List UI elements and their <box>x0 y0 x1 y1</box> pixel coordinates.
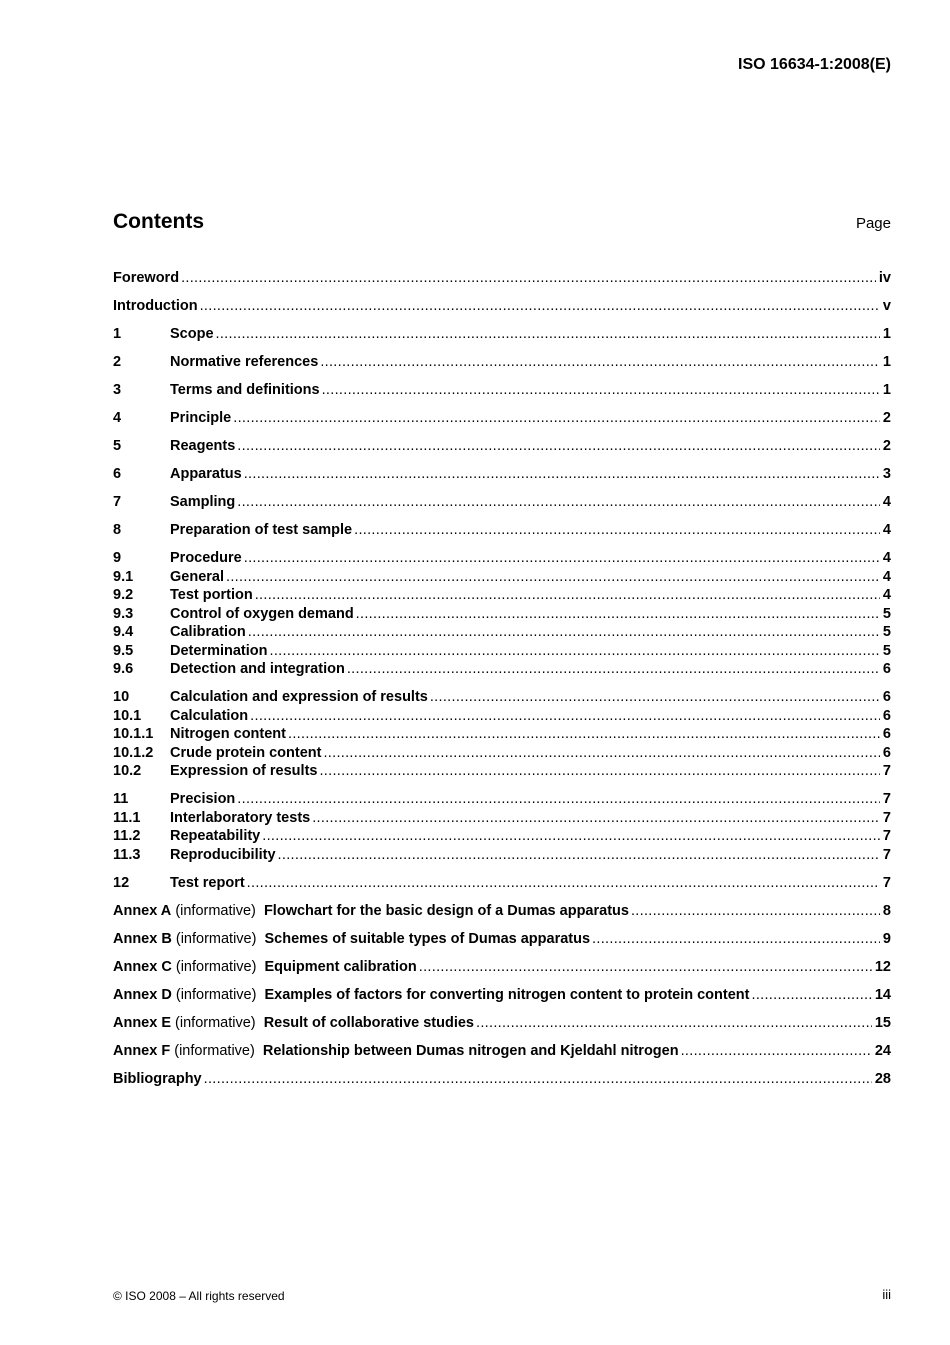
toc-page: 2 <box>882 438 891 454</box>
toc-entry[interactable] <box>113 707 891 726</box>
toc-number: 11.1 <box>113 809 141 826</box>
toc-page: 7 <box>882 809 891 826</box>
toc-number: 3 <box>113 382 122 398</box>
toc-title: Terms and definitions <box>170 382 320 398</box>
toc-entry[interactable] <box>113 465 891 484</box>
toc-page: 7 <box>882 763 891 779</box>
toc-entry[interactable] <box>113 605 891 624</box>
toc-title: Reagents <box>170 438 236 454</box>
annex-type: (informative) <box>175 930 257 947</box>
toc-number: 9.6 <box>113 661 134 677</box>
toc-number: 5 <box>113 438 122 454</box>
toc-leader-dots <box>204 1070 872 1089</box>
toc-entry[interactable] <box>113 493 891 512</box>
annex-label: Annex F <box>113 1042 171 1059</box>
toc-leader-dots <box>356 605 880 624</box>
toc-leader-dots <box>419 958 872 977</box>
toc-entry[interactable] <box>113 762 891 781</box>
toc-entry-foreword[interactable] <box>113 269 891 288</box>
toc-page: 24 <box>874 1042 891 1059</box>
toc-entry[interactable] <box>113 549 891 568</box>
toc-annex-entry[interactable] <box>113 986 891 1005</box>
toc-entry[interactable] <box>113 623 891 642</box>
toc-page: 7 <box>882 791 891 807</box>
toc-number: 1 <box>113 326 122 342</box>
toc-number: 8 <box>113 522 122 538</box>
toc-page: 8 <box>882 902 891 919</box>
toc-leader-dots <box>250 707 880 726</box>
toc-page: 14 <box>874 986 891 1003</box>
contents-heading: Contents <box>113 210 204 233</box>
toc-number: 9.4 <box>113 624 134 640</box>
toc-page: 4 <box>882 550 891 566</box>
toc-leader-dots <box>237 790 880 809</box>
toc-entry[interactable] <box>113 827 891 846</box>
toc-leader-dots <box>323 744 879 763</box>
toc-leader-dots <box>237 493 880 512</box>
toc-title: Reproducibility <box>170 846 276 863</box>
toc-leader-dots <box>319 762 879 781</box>
toc-number: 10 <box>113 689 130 705</box>
toc-page: 4 <box>882 568 891 585</box>
toc-page: 6 <box>882 726 891 742</box>
toc-page: 2 <box>882 410 891 426</box>
annex-prefix <box>113 958 265 977</box>
toc-entry[interactable] <box>113 688 891 707</box>
toc-page: 4 <box>882 587 891 603</box>
toc-title: Determination <box>170 642 268 659</box>
toc-number: 6 <box>113 466 122 482</box>
toc-annex-entry[interactable] <box>113 958 891 977</box>
toc-page: 7 <box>882 874 891 891</box>
toc-leader-dots <box>247 874 880 893</box>
toc-entry[interactable] <box>113 568 891 587</box>
toc-page: 6 <box>882 689 891 705</box>
annex-type: (informative) <box>175 1014 256 1031</box>
toc-title: Foreword <box>113 270 180 286</box>
toc-leader-dots <box>237 437 880 456</box>
toc-page: 1 <box>882 354 891 370</box>
toc-page: 28 <box>874 1070 891 1087</box>
toc-leader-dots <box>270 642 880 661</box>
toc-number: 11 <box>113 791 129 807</box>
toc-entry[interactable] <box>113 809 891 828</box>
toc-leader-dots <box>322 381 880 400</box>
toc-entry[interactable] <box>113 790 891 809</box>
toc-title: Calibration <box>170 624 246 640</box>
toc-title: Apparatus <box>170 466 242 482</box>
toc-entry[interactable] <box>113 521 891 540</box>
toc-page: 9 <box>882 930 891 947</box>
annex-prefix <box>113 930 265 949</box>
toc-entry[interactable] <box>113 353 891 372</box>
toc-title: Test portion <box>170 587 253 603</box>
toc-title: Control of oxygen demand <box>170 605 354 622</box>
toc-number: 10.2 <box>113 763 142 779</box>
toc-annex-entry[interactable] <box>113 930 891 949</box>
toc-title: Calculation and expression of results <box>170 689 428 705</box>
toc-entry-bibliography[interactable] <box>113 1070 891 1089</box>
toc-number: 9.3 <box>113 605 134 622</box>
toc-page: 7 <box>882 846 891 863</box>
toc-title: Procedure <box>170 550 242 566</box>
toc-title: Scope <box>170 326 214 342</box>
toc-leader-dots <box>312 809 880 828</box>
toc-page: 4 <box>882 494 891 510</box>
page-number: iii <box>882 1287 891 1302</box>
toc-title: Preparation of test sample <box>170 522 353 538</box>
toc-number: 10.1.1 <box>113 726 154 742</box>
toc-annex-entry[interactable] <box>113 1042 891 1061</box>
annex-prefix <box>113 902 264 921</box>
toc-entry[interactable] <box>113 586 891 605</box>
toc-number: 2 <box>113 354 122 370</box>
toc-entry[interactable] <box>113 325 891 344</box>
toc-leader-dots <box>320 353 880 372</box>
toc-title: Equipment calibration <box>264 958 417 975</box>
toc-entry[interactable] <box>113 409 891 428</box>
toc-page: 6 <box>882 707 891 724</box>
toc-entry[interactable] <box>113 660 891 679</box>
toc-entry[interactable] <box>113 874 891 893</box>
toc-title: Interlaboratory tests <box>170 809 311 826</box>
toc-page: 1 <box>882 326 891 342</box>
toc-entry[interactable] <box>113 744 891 763</box>
toc-number: 9 <box>113 550 122 566</box>
annex-label: Annex E <box>113 1014 172 1031</box>
toc-number: 12 <box>113 874 130 891</box>
annex-label: Annex D <box>113 986 172 1003</box>
toc-page: 7 <box>882 828 891 844</box>
toc-title: Relationship between Dumas nitrogen and Kjeldahl nitrogen <box>262 1042 679 1059</box>
toc-page: 5 <box>882 624 891 640</box>
annex-prefix <box>113 986 265 1005</box>
toc-title: Calculation <box>170 707 249 724</box>
toc-page: 3 <box>882 466 891 482</box>
toc-number: 9.5 <box>113 642 134 659</box>
toc-leader-dots <box>181 269 876 288</box>
toc-entry[interactable] <box>113 642 891 661</box>
toc-annex-entry[interactable] <box>113 902 891 921</box>
toc-leader-dots <box>244 465 880 484</box>
toc-leader-dots <box>262 827 880 846</box>
toc-title: Detection and integration <box>170 661 345 677</box>
toc-leader-dots <box>233 409 880 428</box>
toc-title: General <box>170 568 224 585</box>
annex-label: Annex C <box>113 958 172 975</box>
toc-title: Repeatability <box>170 828 261 844</box>
table-of-contents <box>113 269 891 1088</box>
toc-page: 5 <box>882 642 891 659</box>
toc-page: 5 <box>882 605 891 622</box>
toc-page: 12 <box>874 958 891 975</box>
toc-number: 9.1 <box>113 568 134 585</box>
toc-leader-dots <box>248 623 880 642</box>
toc-page: v <box>882 298 891 314</box>
toc-page: 6 <box>882 661 891 677</box>
annex-prefix <box>113 1042 263 1061</box>
toc-title: Sampling <box>170 494 236 510</box>
toc-page: 4 <box>882 522 891 538</box>
toc-title: Precision <box>170 791 236 807</box>
toc-leader-dots <box>354 521 880 540</box>
toc-page: 6 <box>882 744 891 761</box>
page-column-label: Page <box>855 215 891 232</box>
toc-leader-dots <box>631 902 880 921</box>
annex-type: (informative) <box>175 958 257 975</box>
toc-number: 4 <box>113 410 122 426</box>
toc-title: Schemes of suitable types of Dumas apparatus <box>264 930 591 947</box>
toc-number: 10.1.2 <box>113 744 154 761</box>
toc-number: 11.3 <box>113 846 141 863</box>
toc-number: 9.2 <box>113 587 134 603</box>
toc-number: 10.1 <box>113 707 142 724</box>
toc-leader-dots <box>255 586 880 605</box>
toc-page: 1 <box>882 382 891 398</box>
toc-leader-dots <box>226 568 880 587</box>
toc-title: Result of collaborative studies <box>263 1014 474 1031</box>
toc-title: Test report <box>170 874 245 891</box>
toc-title: Examples of factors for converting nitrogen content to protein content <box>264 986 750 1003</box>
toc-entry[interactable] <box>113 437 891 456</box>
toc-number: 11.2 <box>113 828 141 844</box>
toc-entry[interactable] <box>113 381 891 400</box>
toc-leader-dots <box>347 660 880 679</box>
annex-type: (informative) <box>175 902 256 919</box>
toc-leader-dots <box>200 297 880 316</box>
toc-entry-introduction[interactable] <box>113 297 891 316</box>
toc-title: Principle <box>170 410 232 426</box>
toc-leader-dots <box>288 725 880 744</box>
toc-leader-dots <box>592 930 880 949</box>
annex-label: Annex A <box>113 902 172 919</box>
annex-type: (informative) <box>174 1042 255 1059</box>
toc-title: Nitrogen content <box>170 726 286 742</box>
copyright-notice: © ISO 2008 – All rights reserved <box>113 1289 285 1303</box>
toc-title: Introduction <box>113 298 198 314</box>
document-id: ISO 16634-1:2008(E) <box>738 56 891 73</box>
toc-leader-dots <box>216 325 880 344</box>
toc-title: Flowchart for the basic design of a Dumas apparatus <box>263 902 629 919</box>
toc-leader-dots <box>751 986 871 1005</box>
annex-prefix <box>113 1014 264 1033</box>
toc-annex-entry[interactable] <box>113 1014 891 1033</box>
toc-page: 15 <box>874 1014 891 1031</box>
toc-leader-dots <box>430 688 880 707</box>
toc-leader-dots <box>476 1014 872 1033</box>
toc-leader-dots <box>244 549 880 568</box>
toc-title: Expression of results <box>170 763 318 779</box>
annex-type: (informative) <box>175 986 257 1003</box>
annex-label: Annex B <box>113 930 172 947</box>
toc-number: 7 <box>113 494 122 510</box>
toc-title: Normative references <box>170 354 319 370</box>
toc-leader-dots <box>681 1042 872 1061</box>
toc-page: iv <box>878 270 891 286</box>
toc-title: Crude protein content <box>170 744 322 761</box>
toc-title: Bibliography <box>113 1070 202 1087</box>
toc-entry[interactable] <box>113 725 891 744</box>
toc-leader-dots <box>278 846 880 865</box>
toc-entry[interactable] <box>113 846 891 865</box>
